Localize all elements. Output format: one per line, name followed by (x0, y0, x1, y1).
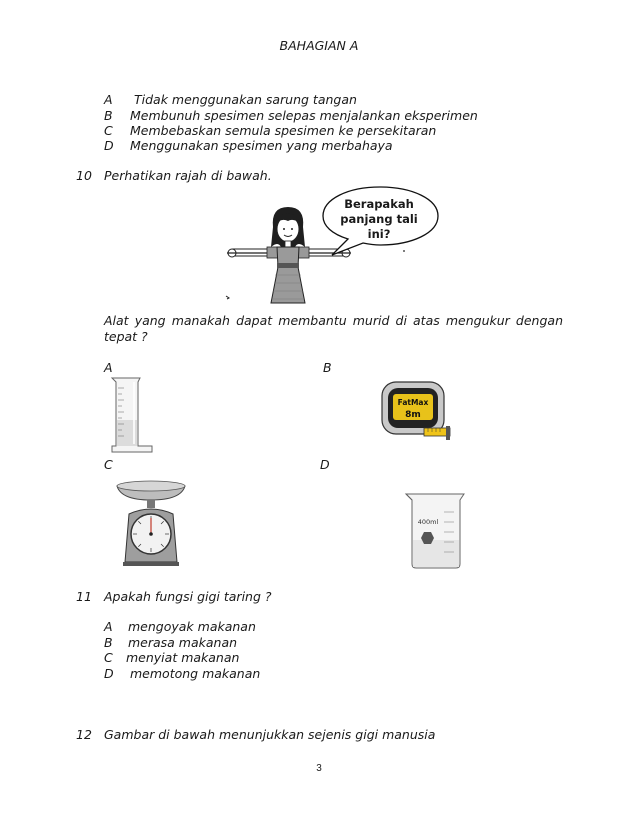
q12-number: 12 (76, 727, 92, 742)
q10-option-b-label: B (323, 360, 332, 375)
measuring-tape-icon (380, 378, 455, 448)
q9-option-b-text: Membunuh spesimen selepas menjalankan eksperimen (130, 108, 478, 123)
page-number: 3 (316, 763, 322, 774)
q11-option-c-letter: C (104, 650, 113, 665)
q10-option-a-label: A (104, 360, 113, 375)
measuring-cylinder-icon (108, 376, 158, 454)
q11-option-d-text: memotong makanan (130, 666, 261, 681)
q9-option-b-letter: B (104, 108, 113, 123)
page-header: BAHAGIAN A (279, 38, 359, 53)
q10-option-d-label: D (320, 457, 330, 472)
q10-prompt: Perhatikan rajah di bawah. (104, 168, 272, 183)
bubble-line-1: Berapakah (344, 197, 414, 211)
q11-number: 11 (76, 589, 92, 604)
q9-option-c-letter: C (104, 123, 113, 138)
q11-option-c-text: menyiat makanan (126, 650, 240, 665)
bubble-line-3: ini? (367, 227, 391, 241)
q9-option-a-text: Tidak menggunakan sarung tangan (134, 92, 357, 107)
beaker-volume-text: 400ml (417, 518, 439, 526)
q9-option-c-text: Membebaskan semula spesimen ke persekitaran (130, 123, 437, 138)
q10-question-line2: tepat ? (104, 329, 148, 344)
q12-prompt: Gambar di bawah menunjukkan sejenis gigi manusia (104, 727, 436, 742)
tape-size-text: 8m (405, 410, 421, 420)
bubble-line-2: panjang tali (340, 212, 418, 226)
q11-prompt: Apakah fungsi gigi taring ? (104, 589, 272, 604)
q11-option-a-text: mengoyak makanan (128, 619, 256, 634)
q11-option-b-letter: B (104, 635, 113, 650)
q10-number: 10 (76, 168, 92, 183)
q9-option-a-letter: A (104, 92, 113, 107)
q11-option-d-letter: D (104, 666, 114, 681)
beaker-icon (404, 490, 468, 570)
weighing-scale-icon (115, 478, 187, 568)
q11-option-b-text: merasa makanan (128, 635, 238, 650)
q10-question-line1: Alat yang manakah dapat membantu murid di atas mengukur dengan (104, 313, 563, 328)
tape-brand-text: FatMax (397, 398, 429, 407)
q10-option-c-label: C (104, 457, 113, 472)
q9-option-d-text: Menggunakan spesimen yang merbahaya (130, 138, 393, 153)
speech-bubble-text (331, 197, 427, 242)
q9-option-d-letter: D (104, 138, 114, 153)
q11-option-a-letter: A (104, 619, 113, 634)
